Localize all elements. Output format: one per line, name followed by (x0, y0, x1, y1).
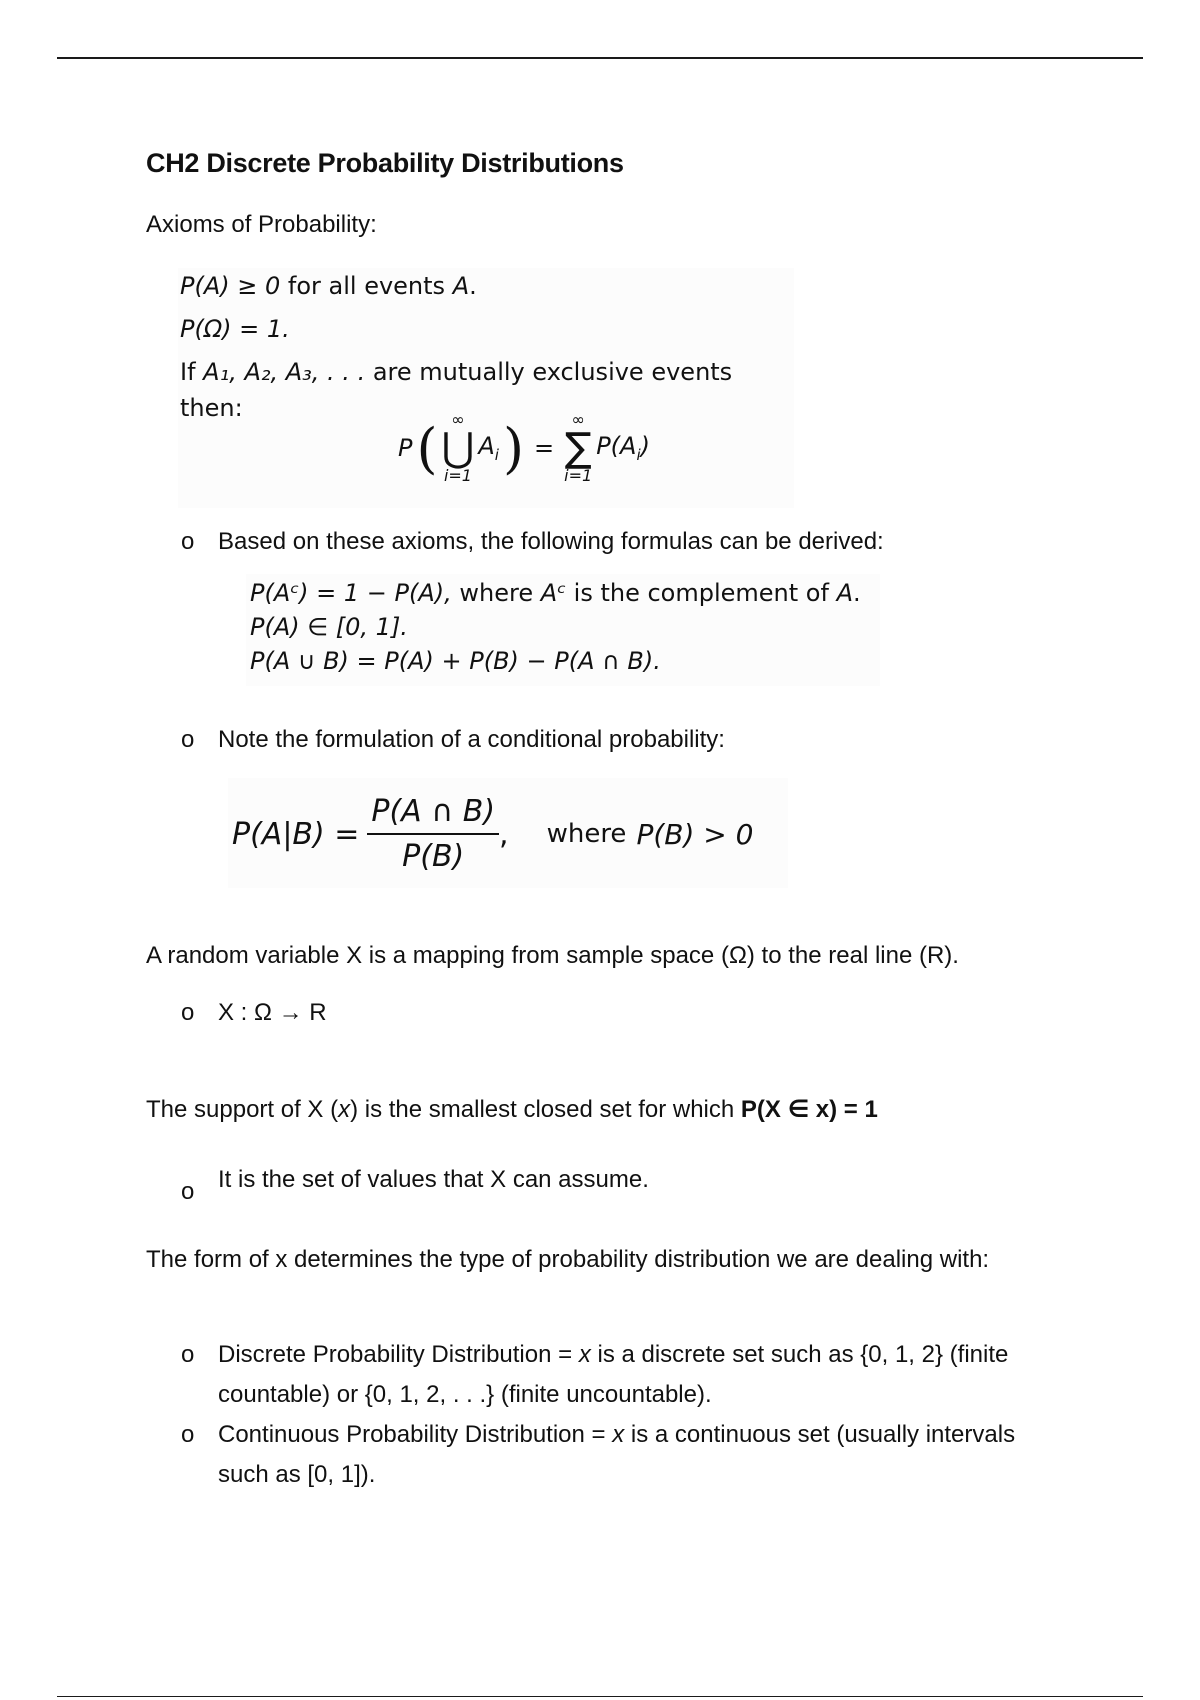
random-variable-text: A random variable X is a mapping from sample space (Ω) to the real line (R). (146, 942, 959, 969)
bottom-rule (57, 1696, 1143, 1697)
form-text: The form of x determines the type of probability distribution we are dealing with: (146, 1246, 990, 1273)
axioms-heading: Axioms of Probability: (146, 211, 377, 238)
union-formula: P ( ∞ ⋃ i=1 $A_i$ ) = ∞ ∑ i=1 $P(A_i)$ (398, 410, 650, 485)
conditional-formula: P(A|B) = $\frac{P(A \cap B)}{P(B)}$ , where P(B) > 0 (232, 794, 754, 874)
page-title: CH2 Discrete Probability Distributions (146, 148, 624, 178)
conditional-math-block (228, 778, 788, 888)
support-bullet: o It is the set of values that X can assume. (181, 1166, 649, 1205)
union-addition-formula: P(A ∪ B) = P(A) + P(B) − P(A ∩ B). (250, 647, 661, 675)
continuous-bullet: o Continuous Probability Distribution = x is a continuous set (usually intervals such as [0, 1]). (181, 1421, 1016, 1488)
axioms-math-block (178, 268, 794, 508)
conditional-fraction: $\frac{P(A \cap B)}{P(B)}$ (367, 794, 499, 874)
union-operator: ∞ ⋃ i=1 (441, 410, 475, 485)
range-formula: P(A) ∈ [0, 1]. (250, 613, 408, 641)
top-rule (57, 57, 1143, 59)
support-text: The support of X (x) is the smallest closed set for which P(X ∈ x) = 1 (146, 1096, 878, 1123)
mapping-bullet: o X : Ω → R (181, 999, 327, 1026)
axiom-2: P(Ω) = 1. (180, 315, 290, 343)
derived-math-block (246, 574, 880, 686)
derived-bullet: o Based on these axioms, the following formulas can be derived: (181, 528, 884, 555)
complement-formula: P(Aᶜ) = 1 − P(A), where Aᶜ is the complement of A. (250, 579, 861, 607)
sum-operator: ∞ ∑ i=1 (564, 410, 593, 485)
discrete-bullet: o Discrete Probability Distribution = x is a discrete set such as {0, 1, 2} (finite countable) or {0, 1, 2, . . .} (finite uncountable). (181, 1341, 1009, 1408)
axiom-3: If A₁, A₂, A₃, . . . are mutually exclusive events then: (180, 358, 733, 422)
conditional-bullet: o Note the formulation of a conditional probability: (181, 726, 725, 753)
axiom-1: P(A) ≥ 0 for all events A. (180, 272, 477, 300)
